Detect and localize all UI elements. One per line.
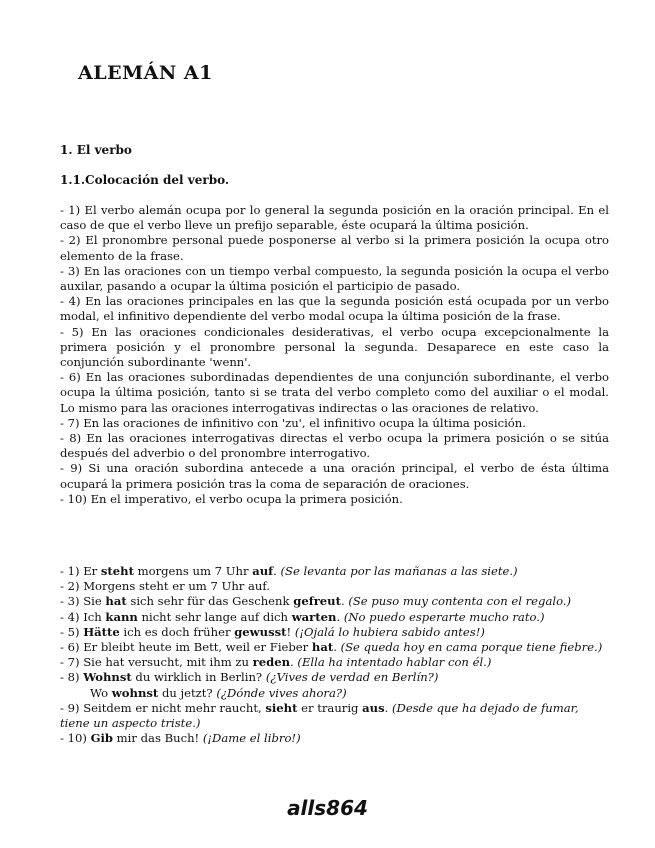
rule-item: - 7) En las oraciones de infinitivo con 'zu', el infinitivo ocupa la última posición.	[60, 415, 526, 430]
rule-item: - 2) El pronombre personal puede posponerse al verbo si la primera posición la ocupa otro elemento de la frase.	[60, 233, 609, 263]
example-text: - 4) Ich	[60, 609, 106, 624]
example-verb: aus	[362, 700, 385, 715]
example-text: du wirklich in Berlin?	[131, 670, 266, 685]
example-text: !	[286, 624, 295, 639]
example-verb: kann	[105, 609, 138, 624]
rule-item: - 3) En las oraciones con un tiempo verbal compuesto, la segunda posición la ocupa el verbo auxilar, pasando a ocupar la última posición el participio de pasado.	[60, 263, 609, 294]
example-item	[60, 579, 609, 594]
example-text: .	[384, 700, 393, 715]
example-text: Wo	[90, 685, 112, 700]
example-translation: (No puedo esperarte mucho rato.)	[343, 609, 545, 624]
example-translation: (Ella ha intentado hablar con él.)	[297, 655, 492, 670]
example-verb: sieht	[265, 700, 298, 715]
example-translation: (¿Dónde vives ahora?)	[216, 685, 347, 700]
rule-item: - 10) En el imperativo, el verbo ocupa la primera posición.	[60, 491, 403, 506]
example-text: sich sehr für das Geschenk	[126, 594, 294, 609]
example-text: - 1) Er	[60, 564, 101, 578]
example-text: - 3) Sie	[60, 594, 106, 609]
example-text: - 10)	[60, 731, 91, 746]
example-item	[60, 686, 609, 701]
example-verb: steht	[100, 564, 134, 578]
example-item	[60, 564, 609, 579]
section-heading-verb: 1. El verbo	[60, 143, 132, 157]
example-translation: (¡Ojalá lo hubiera sabido antes!)	[294, 624, 485, 639]
example-verb: Gib	[90, 731, 113, 746]
example-item	[60, 640, 609, 655]
example-translation: (¿Vives de verdad en Berlín?)	[265, 670, 439, 685]
example-translation: (Se levanta por las mañanas a las siete.)	[280, 564, 518, 578]
example-item	[60, 594, 609, 609]
rule-item: - 1) El verbo alemán ocupa por lo general la segunda posición en la oración principal. En el caso de que el verbo lleve un prefijo separable, éste ocupará la última posición.	[60, 203, 609, 233]
example-verb: Wohnst	[83, 670, 132, 685]
example-verb: hat	[311, 640, 334, 655]
example-text: - 8)	[60, 670, 84, 685]
example-item	[60, 701, 609, 731]
example-translation: (Desde que ha dejado de fumar, tiene un aspecto triste.)	[60, 700, 579, 731]
example-text: mir das Buch!	[113, 731, 203, 746]
example-verb: gewusst	[234, 624, 287, 639]
example-text: du jetzt?	[158, 685, 217, 700]
example-text: - 9) Seitdem er nicht mehr raucht,	[60, 700, 266, 715]
example-text: - 2) Morgens steht er um 7 Uhr auf.	[60, 579, 270, 594]
example-translation: (¡Dame el libro!)	[202, 731, 301, 746]
example-verb: Hätte	[83, 624, 120, 639]
example-translation: (Se queda hoy en cama porque tiene fiebre.)	[340, 640, 603, 655]
example-text: .	[336, 609, 344, 624]
example-item	[60, 670, 609, 685]
example-text: - 5)	[60, 624, 84, 639]
rule-item: - 5) En las oraciones condicionales desiderativas, el verbo ocupa excepcionalmente la primera posición y el pronombre personal la segunda. Desaparece en este caso la conjunción subordinante 'wenn'.	[60, 324, 609, 370]
example-text: .	[290, 655, 298, 670]
example-item	[60, 731, 609, 746]
rules-list	[60, 203, 609, 507]
example-text: .	[340, 594, 349, 609]
example-verb: reden	[252, 655, 291, 670]
example-item	[60, 610, 609, 625]
example-verb: hat	[105, 594, 127, 609]
footer-signature: alls864	[287, 796, 368, 820]
example-text: .	[333, 640, 341, 655]
rule-item: - 6) En las oraciones subordinadas dependientes de una conjunción subordinante, el verbo ocupa la última posición, tanto si se trata del verbo completo como del auxiliar o el modal. Lo mismo para las oraciones interrogativas indirectas o las oraciones de relativo.	[60, 370, 609, 415]
subsection-heading-verb-placement: 1.1.Colocación del verbo.	[60, 173, 230, 187]
example-text: - 6) Er bleibt heute im Bett, weil er Fieber	[60, 640, 312, 655]
example-verb: warten	[291, 609, 337, 624]
example-text: - 7) Sie hat versucht, mit ihm zu	[60, 655, 253, 670]
rule-item: - 8) En las oraciones interrogativas directas el verbo ocupa la primera posición o se sitúa después del adverbio o del pronombre interrogativo.	[60, 431, 609, 461]
example-text: .	[273, 564, 281, 578]
example-text: ich es doch früher	[119, 624, 235, 639]
example-text: er traurig	[297, 700, 363, 715]
example-verb: gefreut	[293, 594, 341, 609]
example-item	[60, 625, 609, 640]
example-translation: (Se puso muy contenta con el regalo.)	[348, 594, 572, 609]
rule-item: - 9) Si una oración subordina antecede a una oración principal, el verbo de ésta última ocupará la primera posición tras la coma de separación de oraciones.	[60, 461, 609, 491]
document-title: ALEMÁN A1	[78, 62, 213, 84]
examples-list	[60, 564, 609, 746]
example-verb: wohnst	[111, 685, 159, 700]
example-verb: auf	[252, 564, 274, 578]
example-text: morgens um 7 Uhr	[133, 564, 253, 578]
example-item	[60, 655, 609, 670]
rule-item: - 4) En las oraciones principales en las que la segunda posición está ocupada por un verbo modal, el infinitivo dependiente del verbo modal ocupa la última posición de la frase.	[60, 294, 609, 324]
example-text: nicht sehr lange auf dich	[137, 609, 292, 624]
